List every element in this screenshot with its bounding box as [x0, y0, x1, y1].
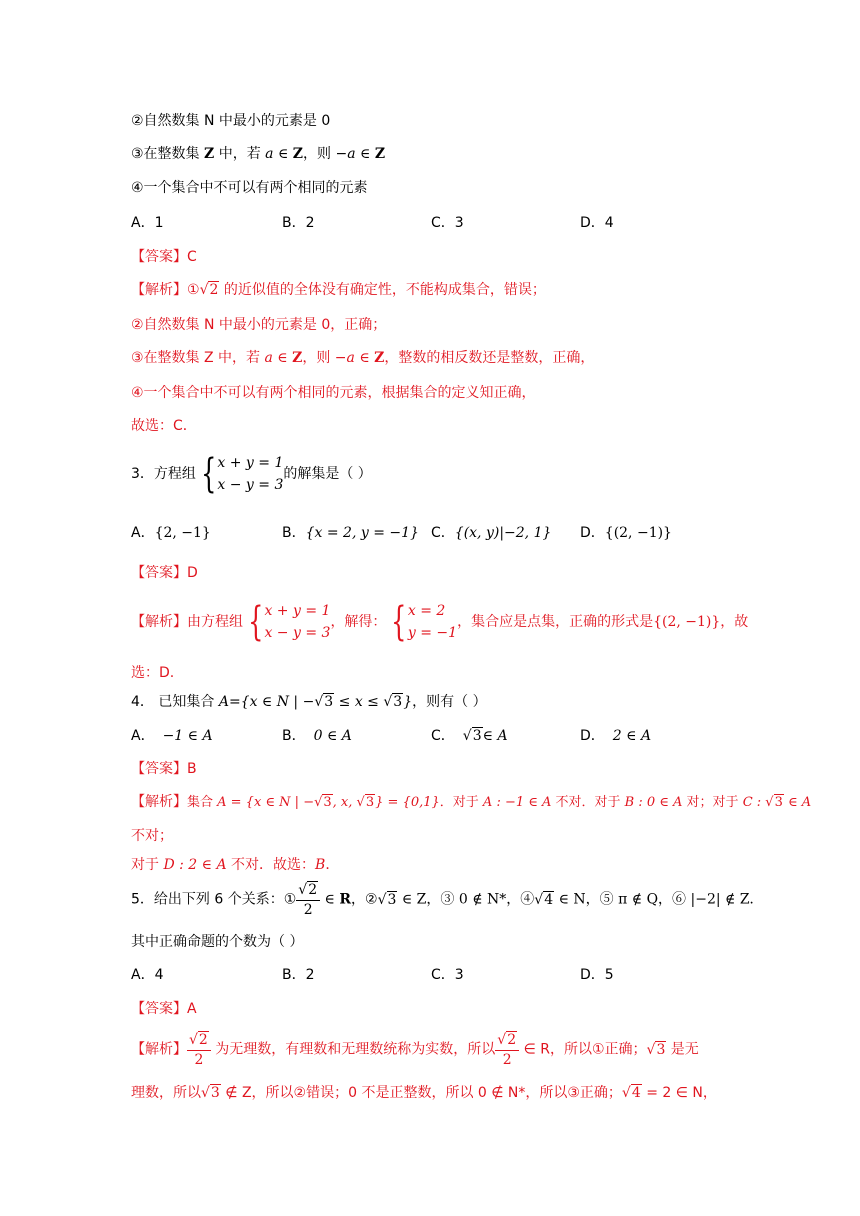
sqrt-radicand: 3 [324, 694, 334, 710]
answer-tag: 【答案】 [131, 249, 187, 265]
sqrt-radicand: 3 [472, 728, 482, 744]
an3-in2: ∈ [354, 350, 375, 366]
sqrt-3: √3 [356, 795, 375, 810]
q3-an-s1: x = 2 [407, 603, 446, 619]
q3-stem-tail: 的解集是（ ） [283, 466, 372, 482]
q3-an-text: 由方程组 [187, 614, 243, 630]
sqrt-4: √4 [621, 1085, 641, 1101]
q5-stem-line2: 其中正确命题的个数为（ ） [131, 934, 304, 950]
fraction-den: 2 [502, 1052, 512, 1068]
q4-an-e: 不对； [131, 828, 173, 844]
sqrt-2: √2 [199, 282, 219, 298]
q4-stem-tail: ，则有（ ） [412, 694, 487, 710]
sqrt-radicand: 4 [631, 1085, 641, 1101]
fraction-den: 2 [303, 902, 313, 918]
q4-answer [131, 762, 197, 776]
sqrt-3: √3 [314, 795, 332, 810]
sqrt-3: √3 [646, 1041, 666, 1058]
sqrt-radicand: 2 [198, 1032, 208, 1048]
analysis-tag: 【解析】 [131, 794, 187, 810]
q3-an-system [264, 600, 330, 644]
q1-analysis-3 [131, 351, 594, 365]
q3-option-a [131, 526, 211, 540]
sqrt-3: √3 [765, 795, 783, 810]
q3-an-text3: ，故 [720, 614, 749, 630]
q4-opt-b-math: 0 ∈ A [313, 728, 352, 744]
s3-z3: Z [374, 146, 386, 162]
sqrt-4: √4 [534, 891, 554, 908]
answer-tag: 【答案】 [131, 565, 187, 581]
q4-opt-d-math: 2 ∈ A [612, 728, 652, 744]
q5-an-f: = 2 ∈ N， [641, 1085, 717, 1101]
q4-analysis-3 [131, 858, 339, 872]
statement-2 [131, 114, 330, 128]
q4-an-m4: A : −1 ∈ A [482, 795, 552, 810]
sqrt-radicand: 3 [365, 795, 375, 810]
q4-an-m1: A = {x ∈ N | − [217, 795, 315, 810]
q4-an-m5: B : 0 ∈ A [624, 795, 683, 810]
sqrt-3: √3 [314, 694, 334, 710]
s3-then: ，则 − [303, 146, 348, 162]
s3-a2: a [347, 146, 356, 162]
q4-an-d: 对；对于 [682, 795, 743, 810]
fraction-sqrt2-over-2 [495, 1030, 519, 1069]
q4-opt-a-label: A． [131, 728, 155, 744]
statement-4-text: ④一个集合中不可以有两个相同的元素 [131, 180, 368, 196]
sqrt-radicand: 2 [308, 882, 318, 898]
q4-an-text: 集合 [187, 795, 218, 810]
an2-text: ②自然数集 N 中最小的元素是 0，正确； [131, 317, 387, 333]
sqrt-radicand: 3 [656, 1041, 666, 1058]
q4-ineq: ≤ x ≤ [334, 694, 384, 710]
q4-an-c: 不对．对于 [551, 795, 625, 810]
answer-value: A [187, 1001, 197, 1017]
q3-an-s2: y = −1 [407, 625, 458, 641]
q1-answer [131, 250, 197, 264]
sqrt-radicand: 4 [544, 891, 554, 908]
sqrt-3: √3 [377, 891, 397, 908]
sqrt-radicand: 3 [210, 1085, 220, 1101]
q1-analysis-5 [131, 419, 197, 433]
s3-text: ③在整数集 [131, 146, 205, 162]
left-brace: { [201, 451, 217, 497]
q3-answer [131, 566, 198, 580]
answer-tag: 【答案】 [131, 1001, 187, 1017]
statement-4 [131, 181, 368, 195]
left-brace: { [248, 599, 264, 645]
q4-an-b: ．对于 [439, 795, 483, 810]
q3-an-solve: ，解得： [330, 614, 387, 630]
q5-an-c: 是无 [666, 1041, 699, 1058]
q5-stem [131, 880, 754, 919]
statement-3 [131, 147, 385, 161]
q4-opt-c-math: ∈ A [482, 728, 508, 744]
q5-option-d: D．5 [580, 967, 614, 983]
q4-an-h: ． [325, 857, 340, 873]
an1-text: 的近似值的全体没有确定性，不能构成集合，错误； [219, 282, 546, 298]
q4-close: } [403, 694, 413, 710]
q5-rel: ∈ Z，③ 0 ∉ N*，④ [397, 891, 535, 908]
sqrt-2: √2 [189, 1032, 208, 1048]
q1-option-d: D．4 [580, 215, 614, 231]
an5-text: 故选：C． [131, 418, 197, 434]
q3-option-d [580, 526, 672, 540]
answer-value: D [187, 565, 198, 581]
q5-option-c: C．3 [431, 967, 464, 983]
q4-analysis-1 [131, 795, 811, 809]
q5-an-d: 理数，所以 [131, 1085, 201, 1101]
q4-an-m7: ∈ A [783, 795, 812, 810]
q3-opt-a-label: A． [131, 525, 155, 541]
statement-2-text: ②自然数集 N 中最小的元素是 0 [131, 113, 331, 129]
q1-analysis-1 [131, 283, 546, 297]
q3-analysis-1 [131, 600, 748, 644]
q3-analysis-2 [131, 666, 174, 680]
sqrt-radicand: 3 [323, 795, 332, 810]
sqrt-radicand: 3 [387, 891, 397, 908]
q4-option-a [131, 729, 213, 743]
q4-option-c [431, 729, 508, 743]
q3-opt-b-math: {x = 2, y = −1} [305, 525, 419, 541]
q1-analysis-4 [131, 386, 536, 400]
q5-rel2: ∈ N，⑤ π ∉ Q，⑥ |−2| ∉ Z. [554, 891, 754, 908]
q1-analysis-2 [131, 318, 386, 332]
q5-an-b: ∈ R，所以①正确； [519, 1041, 647, 1058]
answer-value: C [187, 249, 197, 265]
an3-z2: Z [374, 350, 385, 366]
q5-analysis-1 [131, 1030, 699, 1069]
an3-z: Z [292, 350, 303, 366]
q5-option-b: B．2 [282, 967, 315, 983]
q3-opt-a-math: {2, −1} [154, 525, 211, 541]
q1-option-b: B．2 [282, 215, 315, 231]
sqrt-3: √3 [201, 1085, 220, 1101]
q5-R: R [339, 891, 352, 908]
q3-option-c [431, 526, 551, 540]
fraction-sqrt2-over-2 [296, 880, 320, 919]
q4-option-d [580, 729, 651, 743]
q3-an-solution [408, 600, 457, 644]
q4-an-m9: B [315, 857, 326, 873]
q4-opt-b-label: B． [282, 728, 306, 744]
sqrt-radicand: 2 [209, 282, 219, 298]
q4-an-f: 对于 [131, 857, 164, 873]
q3-stem [131, 452, 372, 496]
s3-in2: ∈ [355, 146, 375, 162]
an4-text: ④一个集合中不可以有两个相同的元素，根据集合的定义知正确， [131, 385, 536, 401]
q5-option-a: A．4 [131, 967, 164, 983]
analysis-tag: 【解析】 [131, 1041, 187, 1058]
q4-stem [131, 695, 487, 709]
an3-tail: ，整数的相反数还是整数，正确， [384, 350, 595, 366]
q3-an-eq1: x + y = 1 [264, 603, 331, 619]
q3-system [217, 452, 283, 496]
sqrt-radicand: 3 [393, 694, 403, 710]
q4-an-m8: D : 2 ∈ A [163, 857, 227, 873]
q4-an-m3: } = {0,1} [375, 795, 440, 810]
q4-set-a: A [218, 694, 229, 710]
sqrt-3: √3 [383, 694, 403, 710]
q5-an-a: 为无理数，有理数和无理数统称为实数，所以 [210, 1041, 496, 1058]
q4-opt-d-label: D． [580, 728, 605, 744]
q3-option-b [282, 526, 419, 540]
q3-opt-c-label: C． [431, 525, 455, 541]
q3-opt-c-math: {(x, y)|−2, 1} [454, 525, 552, 541]
answer-value: B [187, 761, 197, 777]
q4-analysis-2 [131, 829, 173, 843]
q5-answer [131, 1002, 197, 1016]
q3-an-set: {(2, −1)} [653, 614, 721, 630]
q5-stem-text: 5．给出下列 6 个关系：① [131, 891, 297, 908]
q3-an-eq2: x − y = 3 [264, 625, 331, 641]
fraction-den: 2 [194, 1052, 204, 1068]
s3-in: ∈ [273, 146, 293, 162]
s3-z2: Z [292, 146, 304, 162]
an3-then: ，则 − [302, 350, 347, 366]
q3-opt-d-label: D． [580, 525, 605, 541]
an3-in: ∈ [272, 350, 293, 366]
q3-opt-d-math: {(2, −1)} [604, 525, 672, 541]
q5-analysis-2 [131, 1086, 717, 1100]
q4-an-m2: , x, [332, 795, 357, 810]
q3-stem-text: 3．方程组 [131, 466, 196, 482]
q4-stem-text: 4． 已知集合 [131, 694, 219, 710]
q4-set-def: ={x ∈ N | − [228, 694, 315, 710]
q3-eq2: x − y = 3 [217, 477, 284, 493]
sqrt-radicand: 2 [507, 1032, 517, 1048]
s3-z: Z [204, 146, 215, 162]
analysis-tag: 【解析】 [131, 614, 187, 630]
answer-tag: 【答案】 [131, 761, 187, 777]
q3-an-text2: ，集合应是点集，正确的形式是 [457, 614, 654, 630]
sqrt-3: √3 [462, 728, 482, 744]
sqrt-2: √2 [298, 882, 318, 898]
q1-option-a: A．1 [131, 215, 164, 231]
q1-option-c: C．3 [431, 215, 464, 231]
q3-an-choose: 选：D. [131, 665, 175, 681]
q5-sep: ，② [351, 891, 378, 908]
q5-stem-2 [131, 935, 303, 949]
s3-a: a [265, 146, 274, 162]
sqrt-2: √2 [497, 1032, 517, 1048]
an3-text: ③在整数集 Z 中，若 [131, 350, 265, 366]
an3-a: a [264, 350, 273, 366]
q4-an-m6: C : [742, 795, 766, 810]
q4-an-g: 不对．故选： [226, 857, 316, 873]
q3-opt-b-label: B． [282, 525, 306, 541]
s3-text2: 中，若 [214, 146, 266, 162]
left-brace: { [391, 599, 407, 645]
q5-an-e: ∉ Z，所以②错误；0 不是正整数，所以 0 ∉ N*，所以③正确； [220, 1085, 622, 1101]
q4-opt-a-math: −1 ∈ A [162, 728, 213, 744]
fraction-sqrt2-over-2 [187, 1030, 211, 1069]
an1-num: ① [187, 282, 200, 298]
q3-eq1: x + y = 1 [217, 455, 284, 471]
q5-in: ∈ [320, 891, 340, 908]
sqrt-radicand: 3 [774, 795, 783, 810]
an3-a2: a [346, 350, 355, 366]
analysis-tag: 【解析】 [131, 282, 187, 298]
q4-option-b [282, 729, 352, 743]
q4-opt-c-label: C． [431, 728, 455, 744]
